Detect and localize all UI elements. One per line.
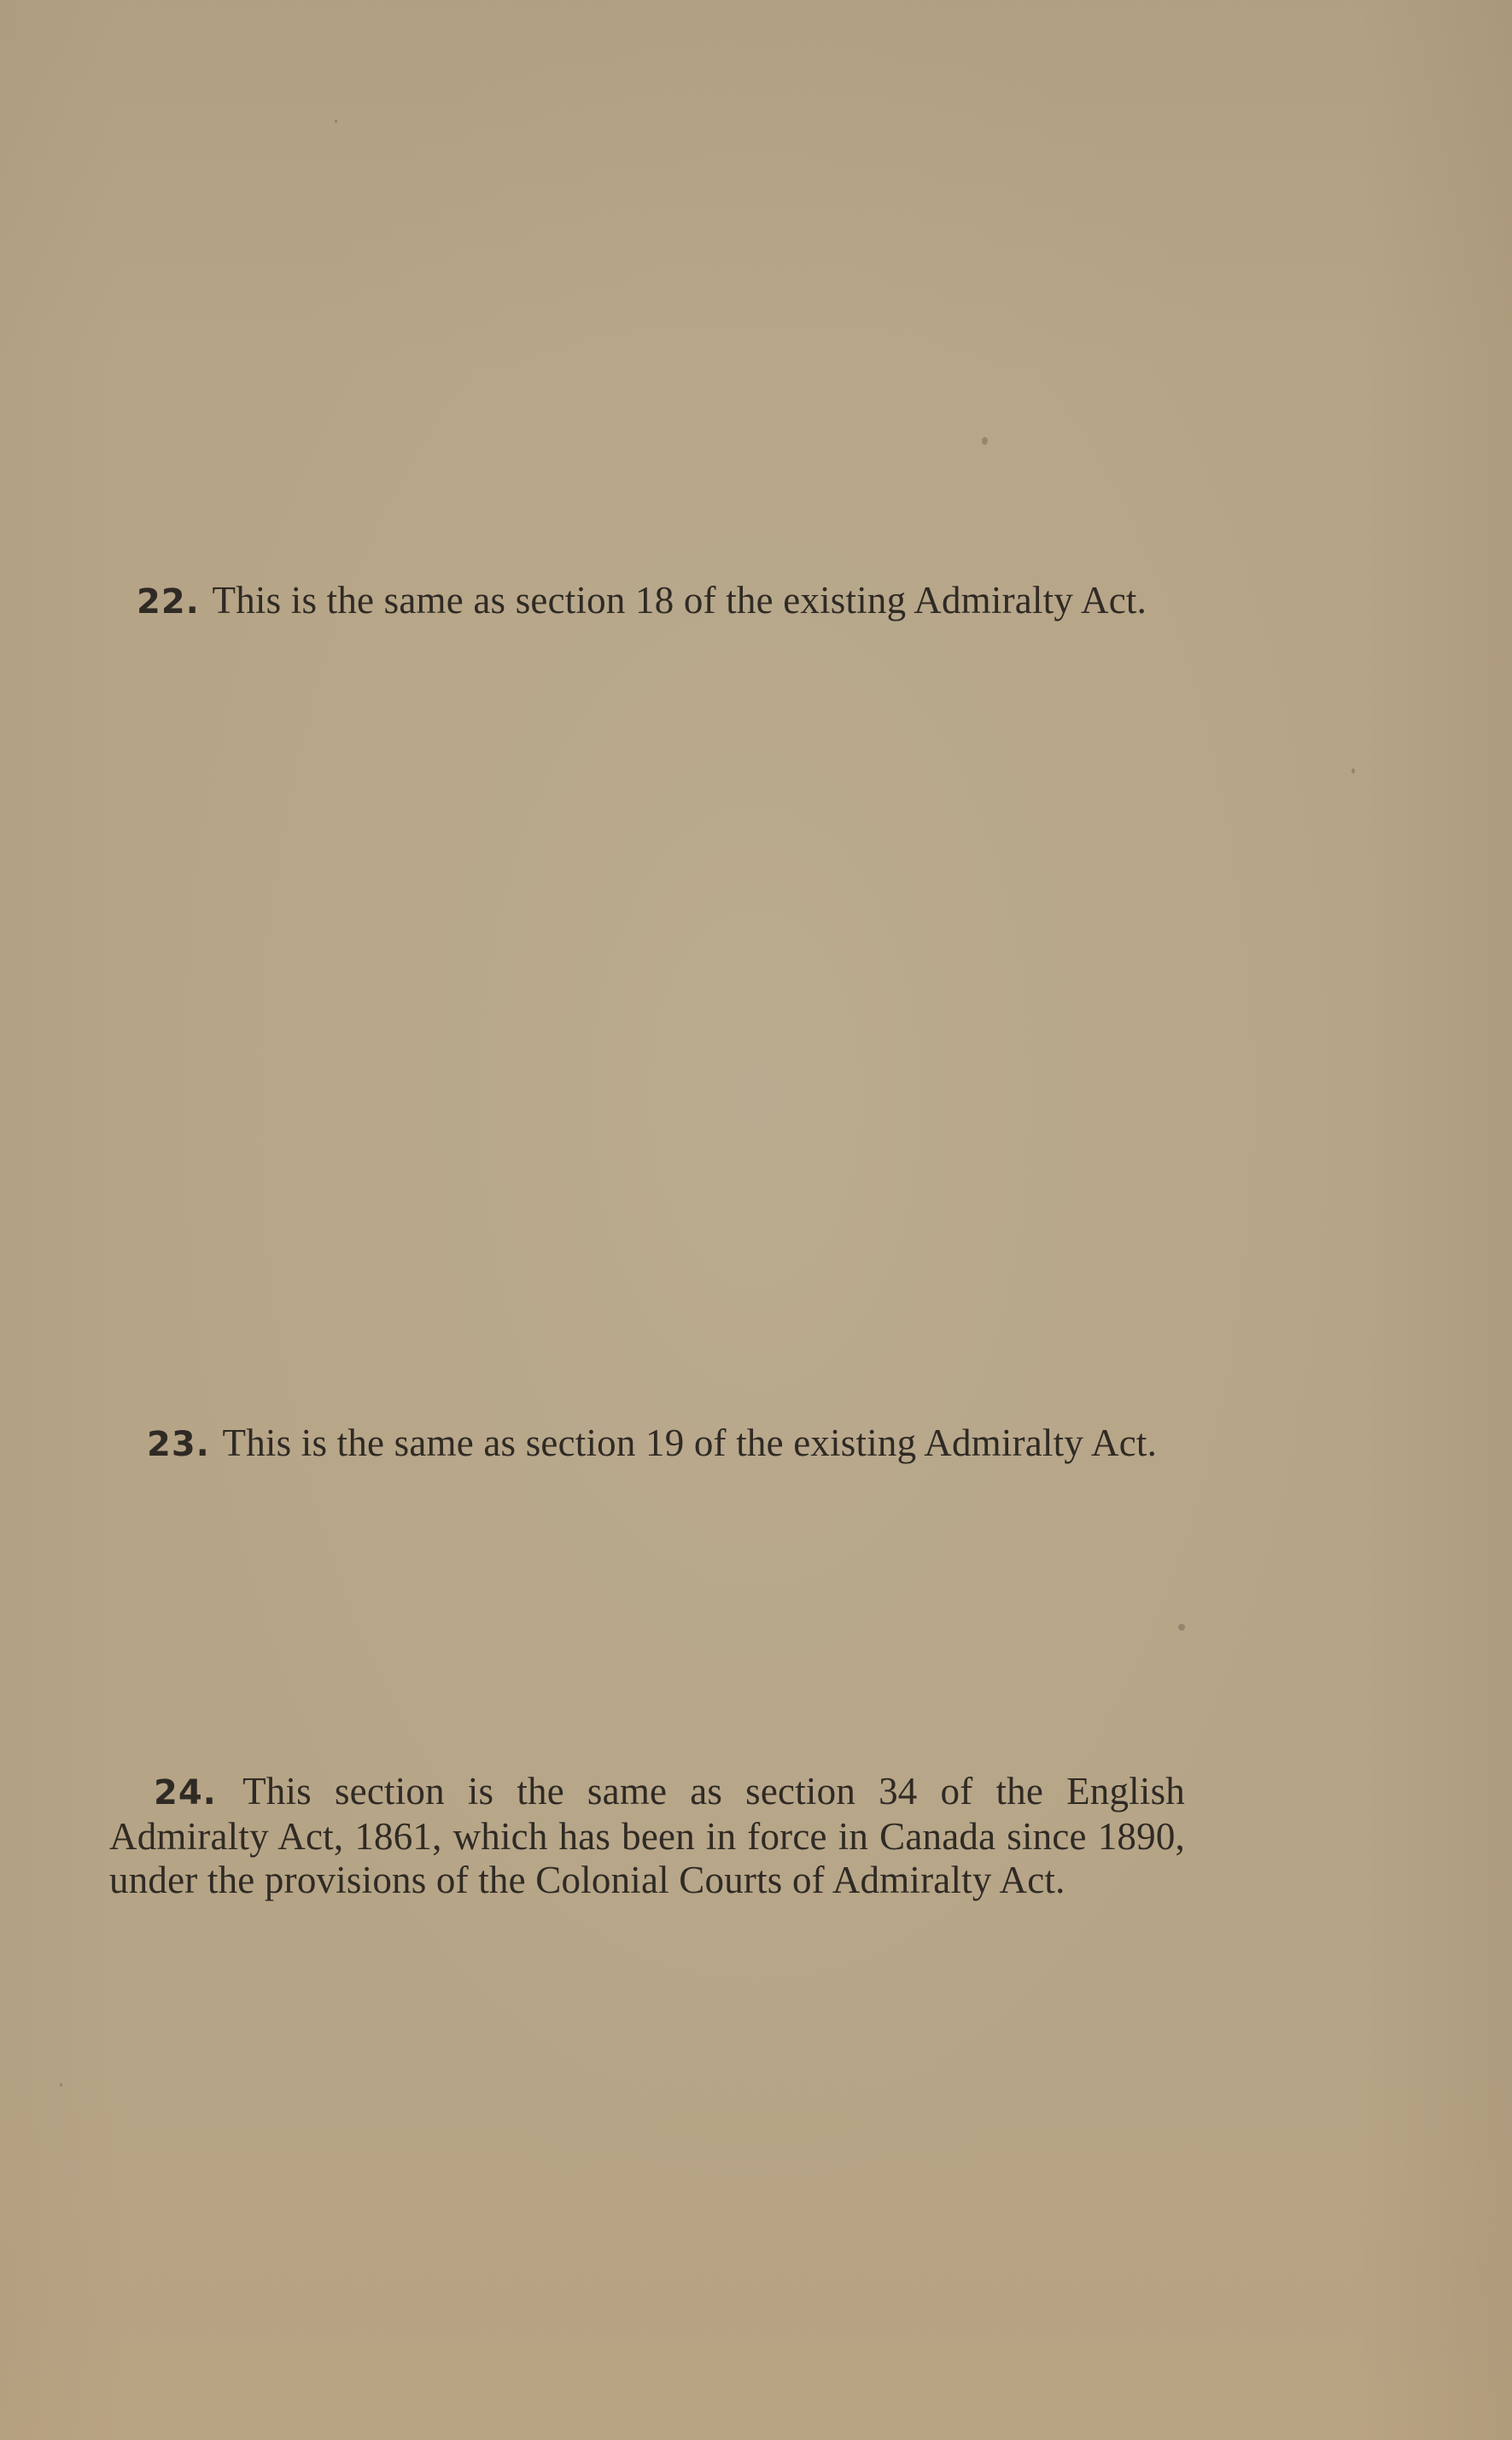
section-text: This is the same as section 18 of the existing Admiralty Act.	[212, 579, 1147, 622]
paper-speck	[60, 2083, 62, 2087]
paper-speck	[982, 437, 988, 445]
section-number: 23.	[147, 1425, 210, 1464]
section-text: This section is the same as section 34 of the English Admiralty Act, 1861, which has been in force in Canada since 1890, under the provisions of the Colonial Courts of Admiralty Act.	[109, 1770, 1185, 1901]
paper-speck	[1351, 768, 1355, 773]
section-text: This is the same as section 19 of the existing Admiralty Act.	[222, 1421, 1158, 1464]
section-number: 24.	[154, 1773, 217, 1812]
section-note-24	[109, 1770, 1185, 1902]
section-note-22	[92, 579, 1173, 624]
paper-speck	[1178, 1624, 1185, 1631]
section-note-23	[102, 1421, 1183, 1467]
paper-speck	[335, 120, 337, 123]
section-number: 22.	[137, 582, 200, 622]
